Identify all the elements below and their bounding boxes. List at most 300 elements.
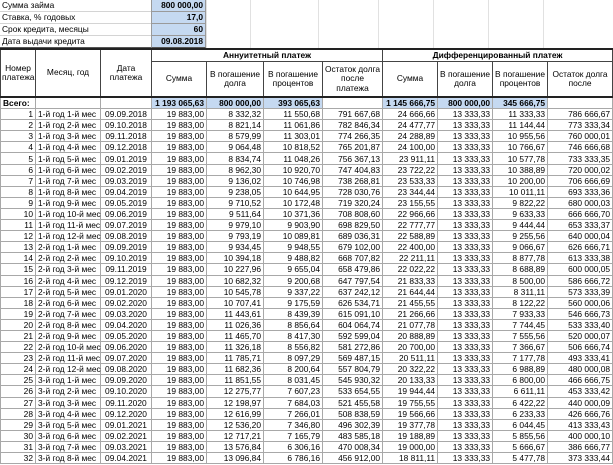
cell-diff-interest[interactable]: 7 933,33 (493, 308, 548, 319)
cell-ann-sum[interactable]: 19 883,00 (152, 397, 207, 408)
cell-payment-date[interactable]: 09.11.2019 (101, 264, 152, 275)
cell-row-number[interactable]: 2 (1, 120, 36, 131)
cell-ann-sum[interactable]: 19 883,00 (152, 242, 207, 253)
cell-diff-interest[interactable]: 9 255,56 (493, 231, 548, 242)
cell-ann-sum[interactable]: 19 883,00 (152, 364, 207, 375)
cell-payment-date[interactable]: 09.01.2021 (101, 419, 152, 430)
header-annuity-group[interactable]: Аннуитетный платеж (152, 49, 383, 62)
total-cell-empty[interactable] (101, 97, 152, 109)
cell-diff-principal[interactable]: 13 333,33 (438, 297, 493, 308)
cell-diff-interest[interactable]: 8 877,78 (493, 253, 548, 264)
cell-diff-sum[interactable]: 23 911,11 (383, 153, 438, 164)
cell-diff-principal[interactable]: 13 333,33 (438, 242, 493, 253)
cell-row-number[interactable]: 26 (1, 386, 36, 397)
cell-ann-interest[interactable]: 6 786,16 (264, 453, 323, 464)
cell-ann-principal[interactable]: 11 026,36 (207, 319, 264, 330)
cell-ann-principal[interactable]: 10 394,18 (207, 253, 264, 264)
cell-payment-date[interactable]: 09.05.2020 (101, 330, 152, 341)
cell-ann-remaining[interactable]: 508 838,59 (323, 408, 383, 419)
term-label[interactable]: Срок кредита, месяцы (0, 24, 151, 36)
cell-ann-sum[interactable]: 19 883,00 (152, 175, 207, 186)
cell-ann-interest[interactable]: 6 306,16 (264, 441, 323, 452)
cell-diff-sum[interactable]: 21 644,44 (383, 286, 438, 297)
cell-diff-remaining[interactable]: 680 000,03 (548, 197, 613, 208)
cell-payment-date[interactable]: 09.10.2020 (101, 386, 152, 397)
cell-payment-date[interactable]: 09.02.2020 (101, 297, 152, 308)
cell-ann-remaining[interactable]: 545 930,32 (323, 375, 383, 386)
cell-payment-date[interactable]: 09.06.2020 (101, 342, 152, 353)
cell-ann-principal[interactable]: 8 332,32 (207, 109, 264, 120)
cell-diff-principal[interactable]: 13 333,33 (438, 330, 493, 341)
cell-diff-interest[interactable]: 9 633,33 (493, 208, 548, 219)
cell-month-year[interactable]: 2-й год 6-й мес (36, 297, 101, 308)
cell-row-number[interactable]: 14 (1, 253, 36, 264)
cell-ann-interest[interactable]: 9 655,04 (264, 264, 323, 275)
cell-month-year[interactable]: 1-й год 6-й мес (36, 164, 101, 175)
cell-diff-interest[interactable]: 9 066,67 (493, 242, 548, 253)
cell-ann-sum[interactable]: 19 883,00 (152, 142, 207, 153)
cell-diff-sum[interactable]: 21 833,33 (383, 275, 438, 286)
cell-row-number[interactable]: 23 (1, 353, 36, 364)
cell-ann-sum[interactable]: 19 883,00 (152, 275, 207, 286)
cell-diff-sum[interactable]: 22 588,89 (383, 231, 438, 242)
cell-ann-sum[interactable]: 19 883,00 (152, 131, 207, 142)
cell-row-number[interactable]: 13 (1, 242, 36, 253)
cell-row-number[interactable]: 25 (1, 375, 36, 386)
cell-diff-interest[interactable]: 6 233,33 (493, 408, 548, 419)
cell-ann-interest[interactable]: 10 172,48 (264, 197, 323, 208)
cell-ann-sum[interactable]: 19 883,00 (152, 408, 207, 419)
cell-ann-principal[interactable]: 9 710,52 (207, 197, 264, 208)
cell-diff-principal[interactable]: 13 333,33 (438, 131, 493, 142)
cell-diff-remaining[interactable]: 506 666,74 (548, 342, 613, 353)
cell-ann-remaining[interactable]: 581 272,86 (323, 342, 383, 353)
cell-ann-sum[interactable]: 19 883,00 (152, 330, 207, 341)
rate-label[interactable]: Ставка, % годовых (0, 12, 151, 24)
cell-diff-principal[interactable]: 13 333,33 (438, 153, 493, 164)
cell-diff-remaining[interactable]: 653 333,37 (548, 220, 613, 231)
cell-ann-principal[interactable]: 11 851,55 (207, 375, 264, 386)
cell-payment-date[interactable]: 09.12.2019 (101, 275, 152, 286)
cell-diff-remaining[interactable]: 440 000,09 (548, 397, 613, 408)
cell-diff-sum[interactable]: 20 133,33 (383, 375, 438, 386)
cell-ann-principal[interactable]: 9 934,45 (207, 242, 264, 253)
cell-ann-principal[interactable]: 9 136,02 (207, 175, 264, 186)
cell-ann-remaining[interactable]: 626 534,71 (323, 297, 383, 308)
cell-ann-principal[interactable]: 11 443,61 (207, 308, 264, 319)
cell-diff-sum[interactable]: 23 344,44 (383, 186, 438, 197)
cell-month-year[interactable]: 2-й год 12-й мес (36, 364, 101, 375)
cell-payment-date[interactable]: 09.07.2019 (101, 220, 152, 231)
cell-ann-interest[interactable]: 11 061,86 (264, 120, 323, 131)
issue-date-value[interactable]: 09.08.2018 (151, 36, 206, 48)
header-diff-group[interactable]: Дифференцированный платеж (383, 49, 613, 62)
cell-ann-principal[interactable]: 9 238,05 (207, 186, 264, 197)
cell-ann-remaining[interactable]: 470 008,34 (323, 441, 383, 452)
cell-diff-interest[interactable]: 7 366,67 (493, 342, 548, 353)
cell-month-year[interactable]: 3-й год 3-й мес (36, 397, 101, 408)
cell-ann-sum[interactable]: 19 883,00 (152, 220, 207, 231)
cell-ann-remaining[interactable]: 496 302,39 (323, 419, 383, 430)
cell-ann-principal[interactable]: 13 096,84 (207, 453, 264, 464)
cell-ann-sum[interactable]: 19 883,00 (152, 353, 207, 364)
cell-ann-principal[interactable]: 10 682,32 (207, 275, 264, 286)
cell-diff-sum[interactable]: 24 288,89 (383, 131, 438, 142)
cell-row-number[interactable]: 28 (1, 408, 36, 419)
cell-diff-interest[interactable]: 7 555,56 (493, 330, 548, 341)
cell-month-year[interactable]: 1-й год 10-й мес (36, 208, 101, 219)
cell-diff-sum[interactable]: 21 455,55 (383, 297, 438, 308)
cell-ann-remaining[interactable]: 719 320,24 (323, 197, 383, 208)
cell-payment-date[interactable]: 09.11.2020 (101, 397, 152, 408)
cell-month-year[interactable]: 2-й год 9-й мес (36, 330, 101, 341)
cell-diff-principal[interactable]: 13 333,33 (438, 275, 493, 286)
cell-diff-interest[interactable]: 10 577,78 (493, 153, 548, 164)
cell-diff-interest[interactable]: 5 855,56 (493, 430, 548, 441)
cell-payment-date[interactable]: 09.02.2021 (101, 430, 152, 441)
cell-month-year[interactable]: 1-й год 4-й мес (36, 142, 101, 153)
cell-ann-interest[interactable]: 10 644,95 (264, 186, 323, 197)
cell-ann-interest[interactable]: 9 175,59 (264, 297, 323, 308)
cell-diff-sum[interactable]: 18 811,11 (383, 453, 438, 464)
cell-ann-sum[interactable]: 19 883,00 (152, 197, 207, 208)
cell-ann-principal[interactable]: 11 465,70 (207, 330, 264, 341)
cell-ann-remaining[interactable]: 557 804,79 (323, 364, 383, 375)
total-cell-empty[interactable] (548, 97, 613, 109)
cell-ann-remaining[interactable]: 647 797,54 (323, 275, 383, 286)
cell-diff-remaining[interactable]: 613 333,38 (548, 253, 613, 264)
cell-diff-remaining[interactable]: 546 666,73 (548, 308, 613, 319)
cell-diff-principal[interactable]: 13 333,33 (438, 308, 493, 319)
cell-diff-principal[interactable]: 13 333,33 (438, 453, 493, 464)
cell-diff-interest[interactable]: 10 955,56 (493, 131, 548, 142)
cell-ann-interest[interactable]: 9 948,55 (264, 242, 323, 253)
cell-diff-remaining[interactable]: 453 333,42 (548, 386, 613, 397)
cell-ann-remaining[interactable]: 456 912,00 (323, 453, 383, 464)
cell-month-year[interactable]: 1-й год 1-й мес (36, 109, 101, 120)
cell-month-year[interactable]: 3-й год 1-й мес (36, 375, 101, 386)
cell-ann-interest[interactable]: 7 607,23 (264, 386, 323, 397)
cell-row-number[interactable]: 15 (1, 264, 36, 275)
term-value[interactable]: 60 (151, 24, 206, 36)
cell-row-number[interactable]: 18 (1, 297, 36, 308)
cell-diff-sum[interactable]: 22 966,66 (383, 208, 438, 219)
cell-diff-sum[interactable]: 20 700,00 (383, 342, 438, 353)
cell-ann-principal[interactable]: 8 834,74 (207, 153, 264, 164)
cell-ann-principal[interactable]: 10 545,78 (207, 286, 264, 297)
cell-payment-date[interactable]: 09.03.2021 (101, 441, 152, 452)
cell-diff-remaining[interactable]: 600 000,05 (548, 264, 613, 275)
cell-diff-principal[interactable]: 13 333,33 (438, 264, 493, 275)
cell-row-number[interactable]: 6 (1, 164, 36, 175)
cell-payment-date[interactable]: 09.09.2018 (101, 109, 152, 120)
cell-payment-date[interactable]: 09.12.2018 (101, 142, 152, 153)
cell-diff-interest[interactable]: 6 044,45 (493, 419, 548, 430)
cell-row-number[interactable]: 10 (1, 208, 36, 219)
cell-diff-remaining[interactable]: 773 333,34 (548, 120, 613, 131)
cell-payment-date[interactable]: 09.06.2019 (101, 208, 152, 219)
total-cell-empty[interactable] (36, 97, 101, 109)
cell-diff-principal[interactable]: 13 333,33 (438, 419, 493, 430)
cell-ann-interest[interactable]: 10 089,81 (264, 231, 323, 242)
cell-diff-interest[interactable]: 7 744,45 (493, 319, 548, 330)
cell-ann-sum[interactable]: 19 883,00 (152, 441, 207, 452)
cell-row-number[interactable]: 32 (1, 453, 36, 464)
cell-ann-interest[interactable]: 10 818,52 (264, 142, 323, 153)
cell-ann-sum[interactable]: 19 883,00 (152, 231, 207, 242)
cell-ann-interest[interactable]: 8 556,82 (264, 342, 323, 353)
cell-diff-interest[interactable]: 5 477,78 (493, 453, 548, 464)
cell-payment-date[interactable]: 09.04.2021 (101, 453, 152, 464)
cell-ann-remaining[interactable]: 615 091,10 (323, 308, 383, 319)
cell-ann-principal[interactable]: 9 979,10 (207, 220, 264, 231)
cell-row-number[interactable]: 9 (1, 197, 36, 208)
cell-ann-interest[interactable]: 9 337,22 (264, 286, 323, 297)
rate-value[interactable]: 17,0 (151, 12, 206, 24)
cell-ann-remaining[interactable]: 708 808,60 (323, 208, 383, 219)
cell-row-number[interactable]: 30 (1, 430, 36, 441)
cell-payment-date[interactable]: 09.04.2019 (101, 186, 152, 197)
cell-ann-principal[interactable]: 12 616,99 (207, 408, 264, 419)
total-diff-interest[interactable]: 345 666,75 (493, 97, 548, 109)
cell-payment-date[interactable]: 09.08.2019 (101, 231, 152, 242)
cell-diff-remaining[interactable]: 560 000,06 (548, 297, 613, 308)
cell-diff-interest[interactable]: 8 688,89 (493, 264, 548, 275)
cell-diff-interest[interactable]: 9 444,44 (493, 220, 548, 231)
cell-month-year[interactable]: 1-й год 9-й мес (36, 197, 101, 208)
cell-ann-sum[interactable]: 19 883,00 (152, 186, 207, 197)
cell-payment-date[interactable]: 09.10.2018 (101, 120, 152, 131)
cell-diff-sum[interactable]: 19 566,66 (383, 408, 438, 419)
cell-diff-interest[interactable]: 9 822,22 (493, 197, 548, 208)
cell-ann-remaining[interactable]: 658 479,86 (323, 264, 383, 275)
cell-ann-remaining[interactable]: 698 829,50 (323, 220, 383, 231)
cell-payment-date[interactable]: 09.09.2020 (101, 375, 152, 386)
cell-diff-remaining[interactable]: 760 000,01 (548, 131, 613, 142)
cell-diff-principal[interactable]: 13 333,33 (438, 175, 493, 186)
cell-row-number[interactable]: 5 (1, 153, 36, 164)
cell-diff-interest[interactable]: 10 200,00 (493, 175, 548, 186)
cell-diff-sum[interactable]: 19 377,78 (383, 419, 438, 430)
cell-diff-sum[interactable]: 24 666,66 (383, 109, 438, 120)
cell-diff-remaining[interactable]: 706 666,69 (548, 175, 613, 186)
cell-diff-principal[interactable]: 13 333,33 (438, 120, 493, 131)
cell-month-year[interactable]: 1-й год 12-й мес (36, 231, 101, 242)
cell-diff-sum[interactable]: 23 533,33 (383, 175, 438, 186)
cell-ann-principal[interactable]: 10 227,96 (207, 264, 264, 275)
cell-row-number[interactable]: 16 (1, 275, 36, 286)
cell-ann-remaining[interactable]: 756 367,13 (323, 153, 383, 164)
cell-diff-interest[interactable]: 6 800,00 (493, 375, 548, 386)
cell-ann-principal[interactable]: 8 821,14 (207, 120, 264, 131)
loan-amount-label[interactable]: Сумма займа (0, 0, 151, 12)
cell-month-year[interactable]: 2-й год 10-й мес (36, 342, 101, 353)
cell-ann-sum[interactable]: 19 883,00 (152, 419, 207, 430)
cell-diff-principal[interactable]: 13 333,33 (438, 364, 493, 375)
cell-ann-remaining[interactable]: 521 455,58 (323, 397, 383, 408)
cell-diff-remaining[interactable]: 666 666,70 (548, 208, 613, 219)
cell-ann-interest[interactable]: 8 856,64 (264, 319, 323, 330)
cell-ann-interest[interactable]: 10 746,98 (264, 175, 323, 186)
cell-diff-principal[interactable]: 13 333,33 (438, 441, 493, 452)
cell-ann-sum[interactable]: 19 883,00 (152, 453, 207, 464)
cell-diff-remaining[interactable]: 493 333,41 (548, 353, 613, 364)
cell-ann-interest[interactable]: 8 200,64 (264, 364, 323, 375)
cell-ann-interest[interactable]: 7 684,03 (264, 397, 323, 408)
cell-diff-remaining[interactable]: 386 666,77 (548, 441, 613, 452)
cell-diff-interest[interactable]: 5 666,67 (493, 441, 548, 452)
cell-diff-remaining[interactable]: 400 000,10 (548, 430, 613, 441)
cell-ann-remaining[interactable]: 592 599,04 (323, 330, 383, 341)
cell-ann-principal[interactable]: 12 198,97 (207, 397, 264, 408)
cell-ann-principal[interactable]: 10 707,41 (207, 297, 264, 308)
cell-month-year[interactable]: 2-й год 4-й мес (36, 275, 101, 286)
total-label[interactable]: Всего: (1, 97, 36, 109)
cell-diff-remaining[interactable]: 586 666,72 (548, 275, 613, 286)
cell-diff-interest[interactable]: 6 988,89 (493, 364, 548, 375)
cell-ann-sum[interactable]: 19 883,00 (152, 286, 207, 297)
cell-diff-remaining[interactable]: 426 666,76 (548, 408, 613, 419)
cell-month-year[interactable]: 2-й год 3-й мес (36, 264, 101, 275)
cell-ann-interest[interactable]: 7 266,01 (264, 408, 323, 419)
cell-month-year[interactable]: 1-й год 8-й мес (36, 186, 101, 197)
total-ann-interest[interactable]: 393 065,63 (264, 97, 323, 109)
cell-diff-remaining[interactable]: 626 666,71 (548, 242, 613, 253)
cell-diff-sum[interactable]: 22 211,11 (383, 253, 438, 264)
cell-payment-date[interactable]: 09.03.2020 (101, 308, 152, 319)
cell-row-number[interactable]: 19 (1, 308, 36, 319)
cell-ann-sum[interactable]: 19 883,00 (152, 375, 207, 386)
cell-diff-sum[interactable]: 22 777,77 (383, 220, 438, 231)
cell-ann-remaining[interactable]: 791 667,68 (323, 109, 383, 120)
cell-row-number[interactable]: 11 (1, 220, 36, 231)
cell-diff-sum[interactable]: 19 755,55 (383, 397, 438, 408)
cell-ann-principal[interactable]: 8 579,99 (207, 131, 264, 142)
cell-diff-sum[interactable]: 24 100,00 (383, 142, 438, 153)
cell-row-number[interactable]: 1 (1, 109, 36, 120)
cell-ann-remaining[interactable]: 728 030,76 (323, 186, 383, 197)
cell-diff-interest[interactable]: 10 388,89 (493, 164, 548, 175)
cell-row-number[interactable]: 29 (1, 419, 36, 430)
cell-diff-remaining[interactable]: 520 000,07 (548, 330, 613, 341)
cell-payment-date[interactable]: 09.01.2019 (101, 153, 152, 164)
header-diff-principal[interactable]: В погашение долга (438, 62, 493, 98)
cell-ann-remaining[interactable]: 483 585,18 (323, 430, 383, 441)
cell-payment-date[interactable]: 09.03.2019 (101, 175, 152, 186)
cell-ann-remaining[interactable]: 747 404,83 (323, 164, 383, 175)
cell-ann-remaining[interactable]: 637 242,12 (323, 286, 383, 297)
cell-month-year[interactable]: 3-й год 7-й мес (36, 441, 101, 452)
cell-diff-sum[interactable]: 23 155,55 (383, 197, 438, 208)
cell-row-number[interactable]: 12 (1, 231, 36, 242)
cell-diff-principal[interactable]: 13 333,33 (438, 208, 493, 219)
cell-diff-principal[interactable]: 13 333,33 (438, 197, 493, 208)
cell-month-year[interactable]: 1-й год 2-й мес (36, 120, 101, 131)
cell-diff-sum[interactable]: 19 188,89 (383, 430, 438, 441)
cell-month-year[interactable]: 3-й год 8-й мес (36, 453, 101, 464)
cell-diff-interest[interactable]: 11 144,44 (493, 120, 548, 131)
cell-row-number[interactable]: 20 (1, 319, 36, 330)
cell-month-year[interactable]: 1-й год 7-й мес (36, 175, 101, 186)
cell-row-number[interactable]: 8 (1, 186, 36, 197)
cell-ann-interest[interactable]: 7 165,79 (264, 430, 323, 441)
cell-diff-interest[interactable]: 10 766,67 (493, 142, 548, 153)
cell-row-number[interactable]: 4 (1, 142, 36, 153)
cell-diff-remaining[interactable]: 413 333,43 (548, 419, 613, 430)
cell-row-number[interactable]: 27 (1, 397, 36, 408)
cell-ann-remaining[interactable]: 774 266,35 (323, 131, 383, 142)
cell-diff-sum[interactable]: 21 266,66 (383, 308, 438, 319)
cell-row-number[interactable]: 17 (1, 286, 36, 297)
cell-ann-remaining[interactable]: 782 846,34 (323, 120, 383, 131)
total-diff-principal[interactable]: 800 000,00 (438, 97, 493, 109)
cell-ann-interest[interactable]: 11 550,68 (264, 109, 323, 120)
cell-row-number[interactable]: 3 (1, 131, 36, 142)
cell-payment-date[interactable]: 09.05.2019 (101, 197, 152, 208)
cell-month-year[interactable]: 1-й год 5-й мес (36, 153, 101, 164)
cell-diff-principal[interactable]: 13 333,33 (438, 408, 493, 419)
cell-diff-interest[interactable]: 11 333,33 (493, 109, 548, 120)
cell-diff-sum[interactable]: 20 888,89 (383, 330, 438, 341)
cell-diff-remaining[interactable]: 786 666,67 (548, 109, 613, 120)
cell-payment-date[interactable]: 09.01.2020 (101, 286, 152, 297)
cell-diff-principal[interactable]: 13 333,33 (438, 319, 493, 330)
cell-ann-principal[interactable]: 12 536,20 (207, 419, 264, 430)
cell-ann-interest[interactable]: 7 346,80 (264, 419, 323, 430)
cell-month-year[interactable]: 2-й год 2-й мес (36, 253, 101, 264)
total-cell-empty[interactable] (323, 97, 383, 109)
cell-diff-principal[interactable]: 13 333,33 (438, 186, 493, 197)
cell-ann-sum[interactable]: 19 883,00 (152, 264, 207, 275)
cell-ann-interest[interactable]: 8 439,39 (264, 308, 323, 319)
cell-ann-principal[interactable]: 8 962,30 (207, 164, 264, 175)
cell-ann-principal[interactable]: 12 275,77 (207, 386, 264, 397)
cell-diff-principal[interactable]: 13 333,33 (438, 430, 493, 441)
cell-payment-date[interactable]: 09.10.2019 (101, 253, 152, 264)
cell-row-number[interactable]: 31 (1, 441, 36, 452)
cell-diff-remaining[interactable]: 640 000,04 (548, 231, 613, 242)
cell-diff-interest[interactable]: 6 611,11 (493, 386, 548, 397)
cell-month-year[interactable]: 2-й год 1-й мес (36, 242, 101, 253)
cell-diff-remaining[interactable]: 573 333,39 (548, 286, 613, 297)
cell-diff-principal[interactable]: 13 333,33 (438, 375, 493, 386)
cell-ann-principal[interactable]: 9 793,19 (207, 231, 264, 242)
cell-diff-remaining[interactable]: 746 666,68 (548, 142, 613, 153)
cell-month-year[interactable]: 3-й год 2-й мес (36, 386, 101, 397)
cell-diff-remaining[interactable]: 533 333,40 (548, 319, 613, 330)
cell-ann-interest[interactable]: 8 031,45 (264, 375, 323, 386)
cell-month-year[interactable]: 1-й год 3-й мес (36, 131, 101, 142)
cell-ann-remaining[interactable]: 604 064,74 (323, 319, 383, 330)
cell-diff-principal[interactable]: 13 333,33 (438, 220, 493, 231)
total-diff-sum[interactable]: 1 145 666,75 (383, 97, 438, 109)
cell-diff-sum[interactable]: 19 000,00 (383, 441, 438, 452)
cell-diff-interest[interactable]: 8 122,22 (493, 297, 548, 308)
cell-month-year[interactable]: 3-й год 4-й мес (36, 408, 101, 419)
cell-diff-remaining[interactable]: 720 000,02 (548, 164, 613, 175)
header-ann-interest[interactable]: В погашение процентов (264, 62, 323, 98)
cell-ann-sum[interactable]: 19 883,00 (152, 342, 207, 353)
header-ann-sum[interactable]: Сумма (152, 62, 207, 98)
cell-diff-remaining[interactable]: 693 333,36 (548, 186, 613, 197)
header-ann-principal[interactable]: В погашение долга (207, 62, 264, 98)
cell-ann-sum[interactable]: 19 883,00 (152, 253, 207, 264)
cell-diff-sum[interactable]: 22 400,00 (383, 242, 438, 253)
cell-month-year[interactable]: 2-й год 5-й мес (36, 286, 101, 297)
cell-diff-remaining[interactable]: 466 666,75 (548, 375, 613, 386)
cell-ann-interest[interactable]: 8 417,30 (264, 330, 323, 341)
cell-diff-interest[interactable]: 8 311,11 (493, 286, 548, 297)
